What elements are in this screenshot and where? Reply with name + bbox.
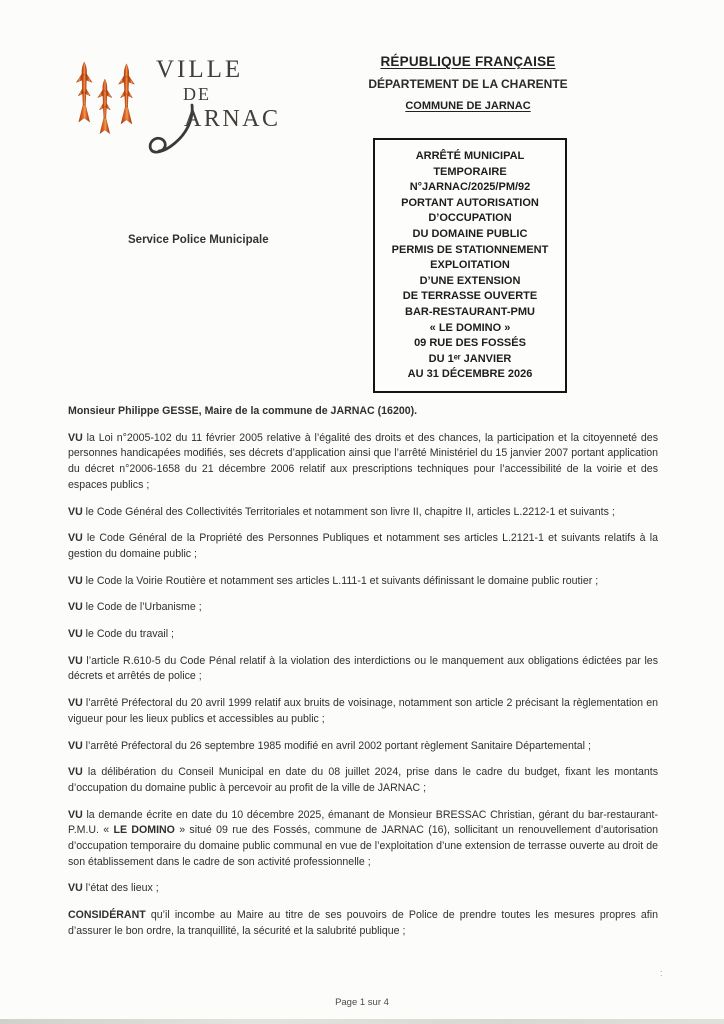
commune-title: COMMUNE DE JARNAC (405, 100, 531, 112)
scan-edge (0, 1019, 724, 1024)
title-box-line: DU 1ᵉʳ JANVIER (428, 352, 512, 365)
republique-title: RÉPUBLIQUE FRANÇAISE (380, 54, 556, 69)
title-box-line: DE TERRASSE OUVERTE (402, 290, 538, 303)
scan-artifact: : (660, 968, 663, 978)
body-paragraph: VU l’arrêté Préfectoral du 26 septembre 1985 modifié en avril 2002 portant règlement Sanitaire Départemental ; (68, 739, 591, 752)
body-paragraph: VU le Code la Voirie Routière et notamment ses articles L.111-1 et suivants définissant le domaine public routier ; (68, 574, 599, 587)
title-box-line: D’UNE EXTENSION (419, 274, 521, 287)
title-box-line: AU 31 DÉCEMBRE 2026 (407, 368, 533, 381)
service-label: Service Police Municipale (128, 234, 269, 246)
title-box-line: 09 RUE DES FOSSÉS (414, 337, 526, 350)
title-box-line: BAR-RESTAURANT-PMU (405, 305, 535, 318)
body-paragraph: VU le Code Général des Collectivités Territoriales et notamment son livre II, chapitre II, articles L.2212-1 et suivants ; (68, 505, 615, 518)
official-header (350, 54, 586, 112)
body-paragraph: VU l’article R.610-5 du Code Pénal relatif à la violation des interdictions ou le manquement aux obligations édictées par les décrets et arrêtés de police ; (68, 654, 658, 683)
three-fish-emblem-icon (73, 61, 139, 137)
body-paragraph: VU le Code du travail ; (68, 628, 174, 641)
decree-body (68, 404, 658, 951)
logo-arnac-text: ARNAC (184, 106, 281, 132)
title-box (373, 138, 567, 393)
title-box-line: PORTANT AUTORISATION (401, 196, 539, 209)
title-box-line: ARRÊTÉ MUNICIPAL (415, 150, 525, 162)
body-paragraph: Monsieur Philippe GESSE, Maire de la commune de JARNAC (16200). (68, 405, 418, 417)
title-box-line: N°JARNAC/2025/PM/92 (409, 181, 531, 194)
title-box-line: EXPLOITATION (430, 259, 510, 272)
body-paragraph: CONSIDÉRANT qu’il incombe au Maire au titre de ses pouvoirs de Police de prendre toutes les mesures propres afin d’assurer le bon ordre, la tranquillité, la sécurité et la salubrité publique ; (68, 909, 658, 937)
page-footer: Page 1 sur 4 (335, 997, 389, 1008)
departement-title: DÉPARTEMENT DE LA CHARENTE (368, 77, 568, 91)
body-paragraph: VU l’état des lieux ; (68, 882, 159, 895)
logo-ville-text: VILLE (156, 56, 244, 83)
title-box-line: TEMPORAIRE (433, 165, 507, 178)
body-paragraph: VU le Code de l’Urbanisme ; (68, 601, 202, 614)
title-box-line: DU DOMAINE PUBLIC (412, 227, 528, 240)
body-paragraph: VU le Code Général de la Propriété des Personnes Publiques et notamment ses articles L.2121-1 et suivants relatifs à la gestion du domaine public ; (68, 532, 658, 560)
title-box-line: D’OCCUPATION (428, 212, 512, 225)
title-box-line: « LE DOMINO » (429, 321, 511, 334)
body-paragraph: VU la Loi n°2005-102 du 11 février 2005 relative à l’égalité des droits et des chances, la participation et la citoyenneté des personnes handicapées modifiés, ses décrets d’application ainsi que l’arrêté Ministériel du 15 janvier 2007 portant application du décret n°2006-1658 du 21 décembre 2006 relatif aux prescriptions techniques pour l’accessibilité de la voirie et des espaces publics ; (68, 431, 658, 491)
body-paragraph: VU la délibération du Conseil Municipal en date du 08 juillet 2024, prise dans le cadre du budget, fixant les montants d’occupation du domaine public à percevoir au profit de la ville de JARNAC ; (68, 766, 658, 794)
title-box-line: PERMIS DE STATIONNEMENT (391, 243, 549, 256)
body-paragraph: VU la demande écrite en date du 10 décembre 2025, émanant de Monsieur BRESSAC Christian, gérant du bar-restaurant-P.M.U. « LE DOMINO » situé 09 rue des Fossés, commune de JARNAC (16), sollicitant un renouvellement d’autorisation d’occupation temporaire du domaine public communal en vue de l’exploitation d’une extension de terrasse ouverte au droit de son établissement dans le cadre de son activité professionnelle ; (68, 808, 659, 868)
logo-de-text: DE (183, 84, 211, 104)
body-paragraph: VU l’arrêté Préfectoral du 20 avril 1999 relatif aux bruits de voisinage, notamment son article 2 précisant la règlementation en vigueur pour les lieux publics et accessibles au public ; (68, 697, 658, 725)
